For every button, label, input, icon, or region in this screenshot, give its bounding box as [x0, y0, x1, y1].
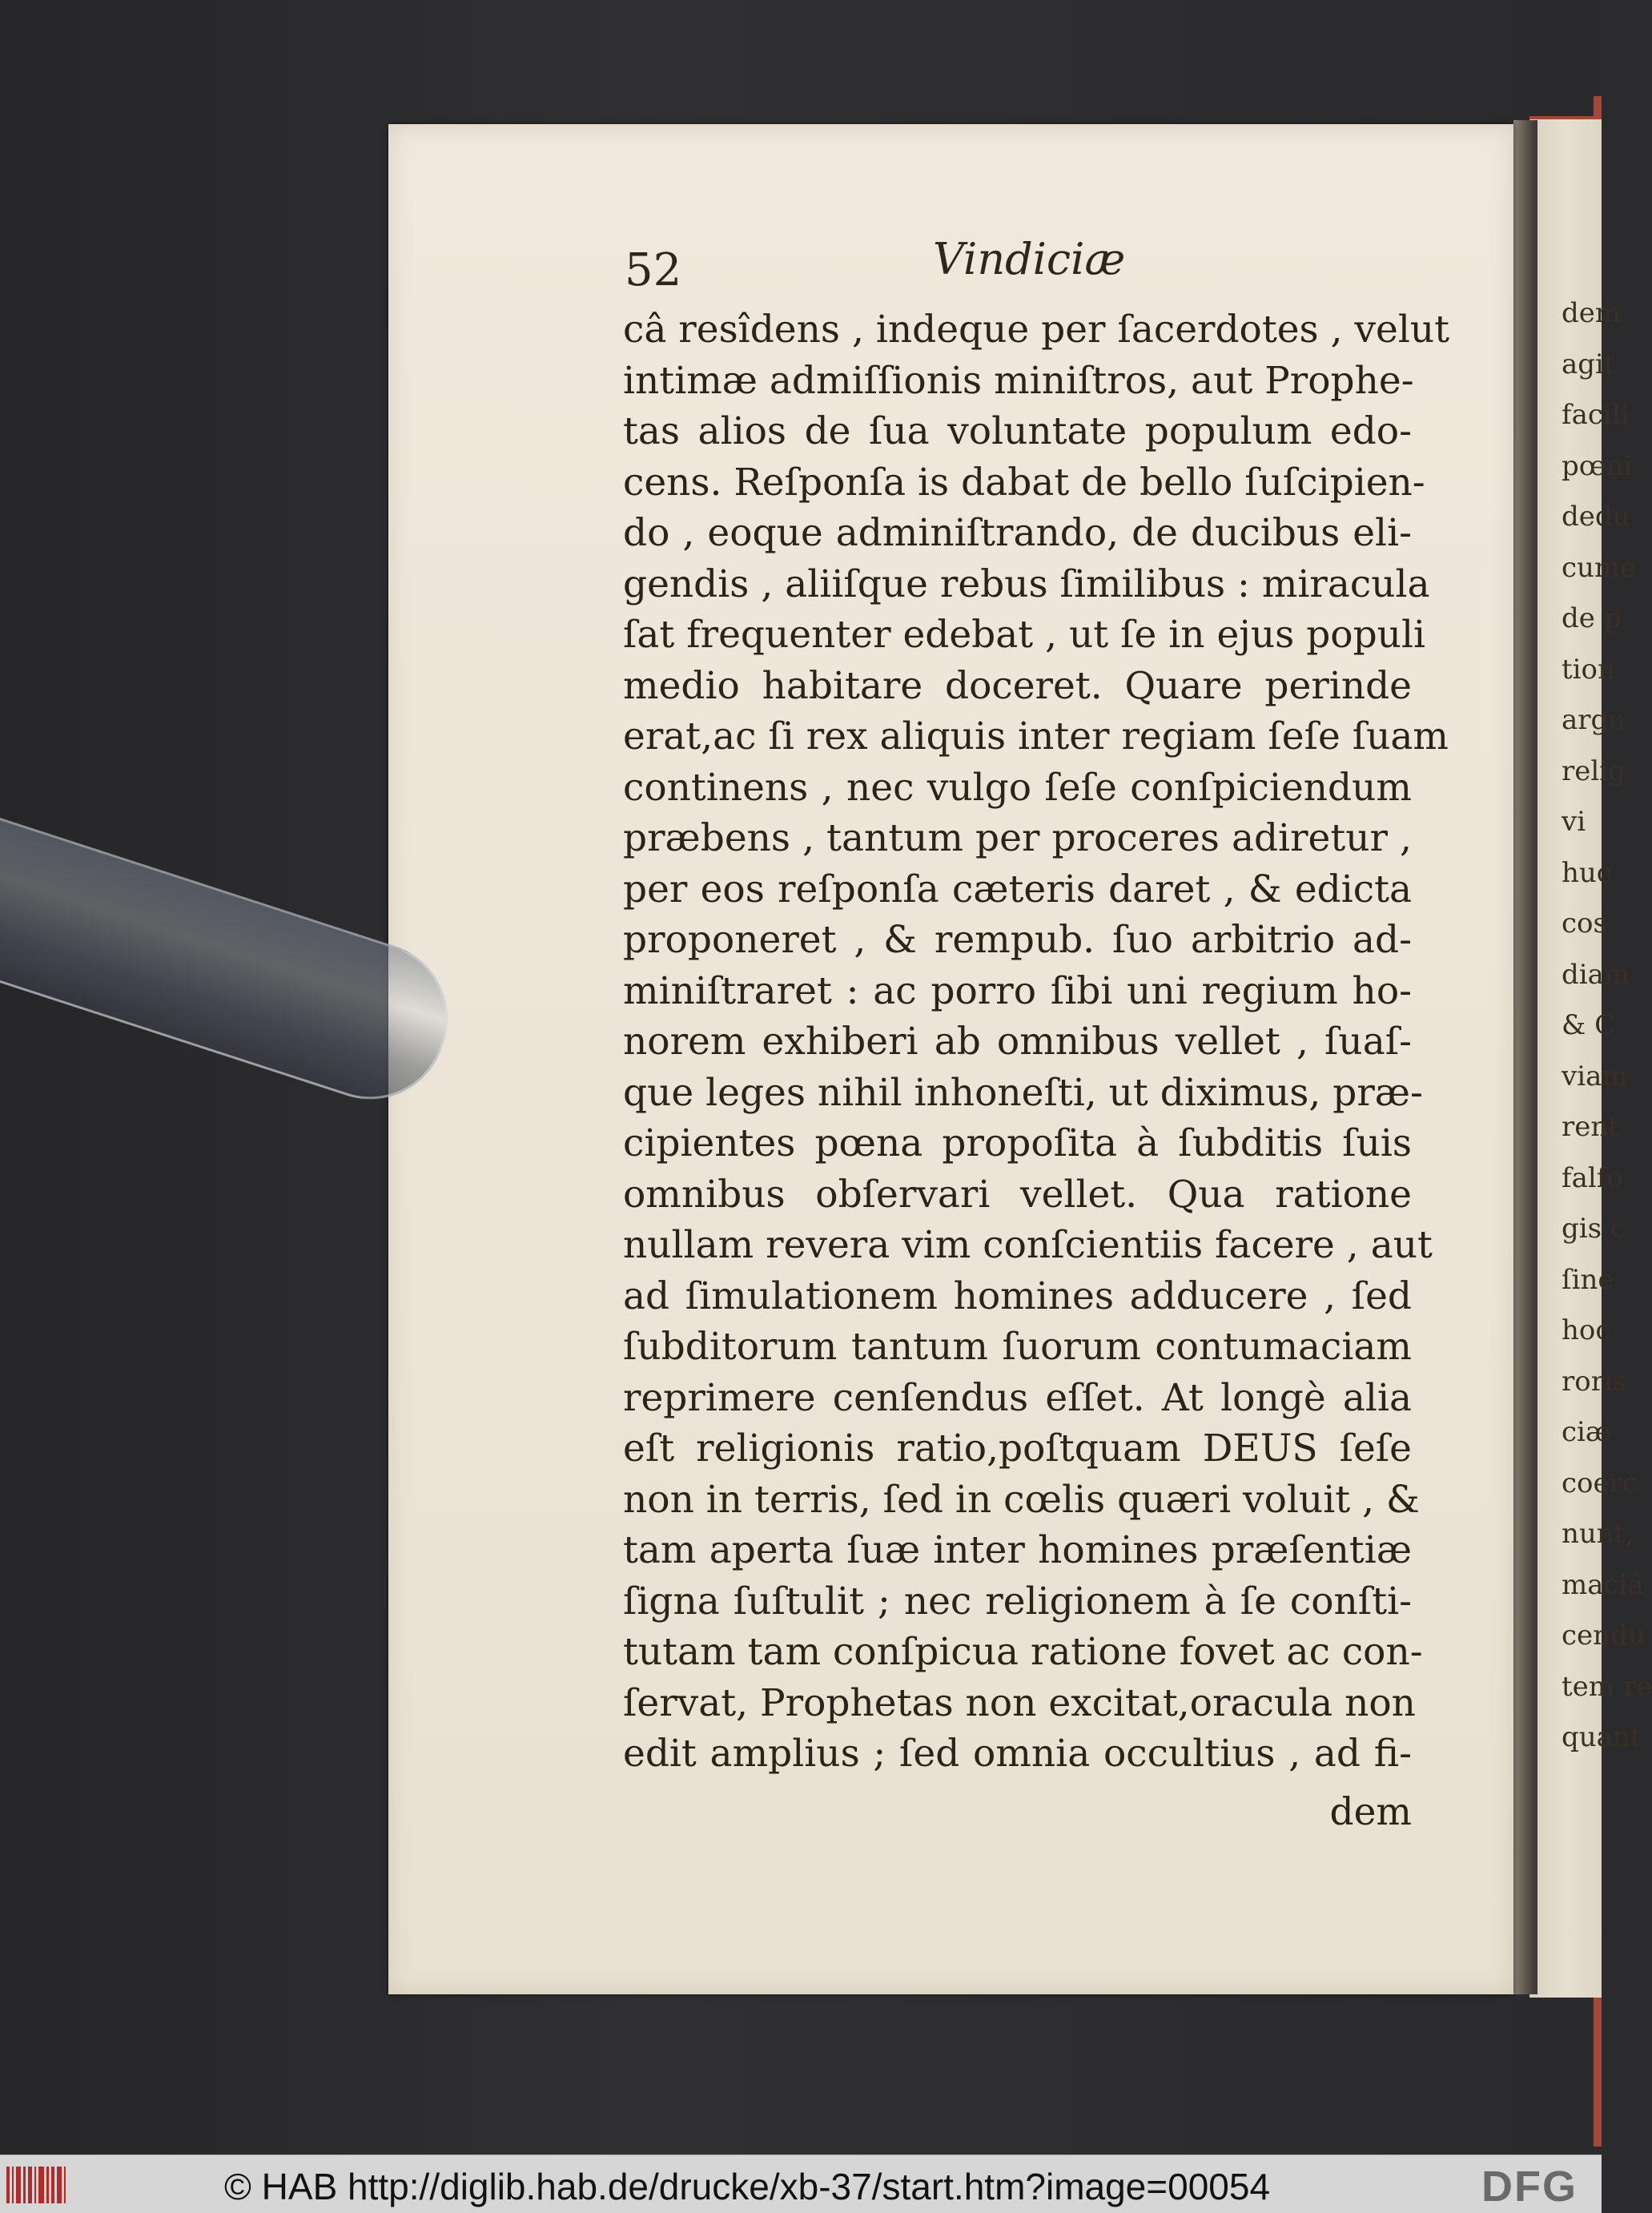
text-line: nullam revera vim conſcientiis facere , aut: [623, 1223, 1433, 1267]
text-line: câ resîdens , indeque per ſacerdotes , velut: [623, 308, 1450, 352]
facing-page-fragment: coerc: [1562, 1467, 1638, 1499]
facing-page-fragment: pœni: [1562, 449, 1633, 482]
facing-page-fragment: cume: [1562, 551, 1637, 584]
text-line: norem exhiberi ab omnibus vellet , ſuaſ-: [623, 1020, 1412, 1064]
page-number: 52: [625, 244, 682, 296]
facing-page-fragment: argu: [1562, 704, 1626, 736]
facing-page-fragment: ciæ: [1562, 1416, 1611, 1448]
text-line: ad ſimulationem homines adducere , ſed: [623, 1273, 1412, 1318]
text-line: per eos reſponſa cæteris daret , & edicta: [623, 867, 1412, 911]
text-line: tam aperta ſuæ inter homines præſentiæ: [623, 1528, 1412, 1572]
text-line: omnibus obſervari vellet. Qua ratione: [623, 1172, 1412, 1217]
body-text: [623, 304, 1450, 1780]
text-line: ſigna ſuſtulit ; nec religionem à ſe conſti-: [623, 1579, 1412, 1624]
facing-page-fragment: nunt,: [1562, 1518, 1634, 1550]
text-line: ſat frequenter edebat , ut ſe in ejus populi: [623, 613, 1426, 657]
text-line: ſervat, Prophetas non excitat,oracula non: [623, 1680, 1416, 1725]
footer-bar: [0, 2155, 1602, 2213]
facing-page-fragment: huc: [1562, 856, 1612, 889]
text-line: do , eoque adminiſtrando, de ducibus eli-: [623, 511, 1412, 555]
hab-barcode-icon: [6, 2167, 67, 2203]
facing-page-fragment: hoc: [1562, 1314, 1611, 1346]
page-gutter: [1513, 120, 1537, 1994]
facing-page-fragment: dedu: [1562, 501, 1630, 533]
text-line: tas alios de ſua voluntate populum edo-: [623, 409, 1412, 453]
facing-page-fragment: gis c: [1562, 1213, 1626, 1245]
facing-page-fragment: falſo: [1562, 1161, 1623, 1194]
facing-page-text: [1562, 288, 1652, 1764]
facing-page-fragment: cendu: [1562, 1620, 1646, 1652]
facing-page-fragment: tion: [1562, 653, 1615, 686]
facing-page-fragment: agit: [1562, 348, 1615, 380]
text-line: cipientes pœna propoſita à ſubditis ſuis: [623, 1121, 1412, 1165]
facing-page-fragment: relig: [1562, 754, 1626, 787]
facing-page-fragment: rent: [1562, 1111, 1619, 1143]
facing-page-fragment: facili: [1562, 399, 1630, 431]
text-line: que leges nihil inhoneſti, ut diximus, præ-: [623, 1070, 1423, 1115]
text-line: gendis , aliiſque rebus ſimilibus : miracula: [623, 561, 1430, 606]
dfg-logo: DFG: [1481, 2163, 1578, 2211]
text-line: erat,ac ſi rex aliquis inter regiam ſeſe ſuam: [623, 714, 1449, 758]
text-line: cens. Reſponſa is dabat de bello ſuſcipien-: [623, 460, 1425, 505]
facing-page-fragment: diam: [1562, 958, 1630, 991]
text-line: intimæ admiſſionis miniſtros, aut Prophe-: [623, 358, 1414, 403]
text-line: ſubditorum tantum ſuorum contumaciam: [623, 1325, 1412, 1369]
copyright-link[interactable]: © HAB http://diglib.hab.de/drucke/xb-37/start.htm?image=00054: [224, 2166, 1271, 2207]
facing-page-fragment: dem: [1562, 297, 1622, 329]
text-line: edit amplius ; ſed omnia occultius , ad fi-: [623, 1732, 1412, 1776]
facing-page-fragment: tem re: [1562, 1670, 1652, 1703]
text-line: proponeret , & rempub. ſuo arbitrio ad-: [623, 918, 1412, 962]
running-title: Vindiciæ: [933, 234, 1126, 284]
facing-page-fragment: cos: [1562, 907, 1607, 940]
text-line: non in terris, ſed in cœlis quæri voluit , &: [623, 1477, 1420, 1522]
text-line: medio habitare doceret. Quare perinde: [623, 663, 1412, 708]
facing-page-fragment: quant: [1562, 1721, 1642, 1753]
facing-page-fragment: vi: [1562, 806, 1586, 838]
text-line: tutam tam conſpicua ratione fovet ac con-: [623, 1630, 1423, 1674]
facing-page-fragment: ſine: [1562, 1263, 1614, 1296]
text-line: miniſtraret : ac porro ſibi uni regium ho-: [623, 968, 1412, 1013]
text-line: præbens , tantum per proceres adiretur ,: [623, 816, 1412, 860]
facing-page-fragment: maciâ: [1562, 1568, 1644, 1601]
catchword: dem: [1329, 1790, 1412, 1834]
facing-page-fragment: de p: [1562, 602, 1622, 634]
facing-page-fragment: viam: [1562, 1060, 1628, 1092]
text-line: reprimere cenſendus eſſet. At longè alia: [623, 1375, 1412, 1420]
text-line: eſt religionis ratio,poſtquam DEUS ſeſe: [623, 1426, 1412, 1471]
text-line: continens , nec vulgo ſeſe conſpiciendum: [623, 765, 1412, 810]
facing-page-fragment: roris: [1562, 1365, 1627, 1398]
facing-page-fragment: & C: [1562, 1009, 1616, 1041]
